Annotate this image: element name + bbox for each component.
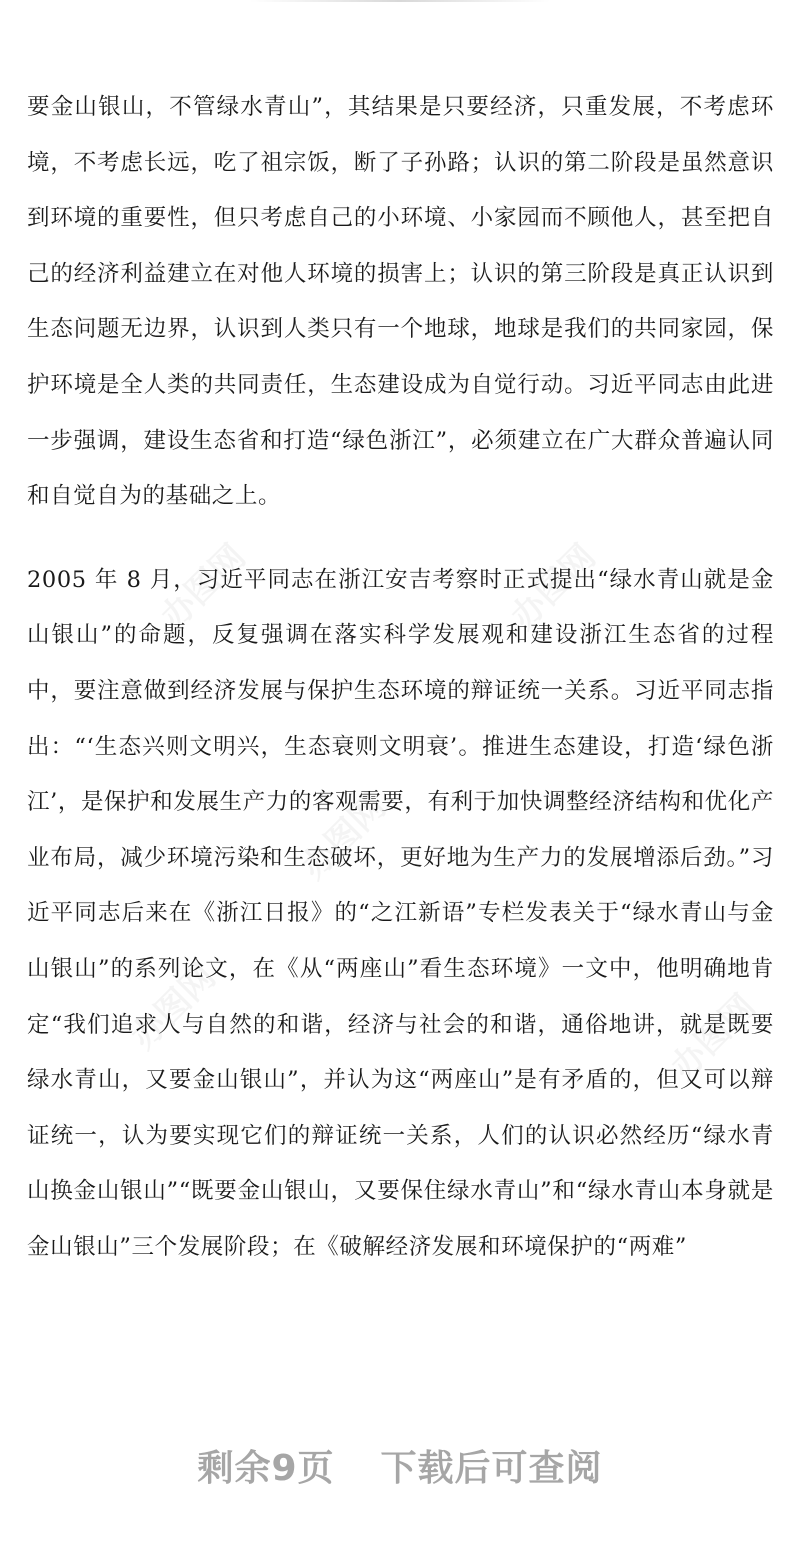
paragraph: 2005 年 8 月，习近平同志在浙江安吉考察时正式提出“绿水青山就是金山银山”的命题，反复强调在落实科学发展观和建设浙江生态省的过程中，要注意做到经济发展与保护生态环境的辩证统一关系。习近平同志指出：“‘生态兴则文明兴，生态衰则文明衰’。推进生态建设，打造‘绿色浙江’，是保护和发展生产力的客观需要，有利于加快调整经济结构和优化产业布局，减少环境污染和生态破坏，更好地为生产力的发展增添后劲。”习近平同志后来在《浙江日报》的“之江新语”专栏发表关于“绿水青山与金山银山”的系列论文，在《从“两座山”看生态环境》一文中，他明确地肯定“我们追求人与自然的和谐，经济与社会的和谐，通俗地讲，就是既要绿水青山，又要金山银山”，并认为这“两座山”是有矛盾的，但又可以辩证统一，认为要实现它们的辩证统一关系，人们的认识必然经历“绿水青山换金山银山”“既要金山银山，又要保住绿水青山”和“绿水青山本身就是金山银山”三个发展阶段；在《破解经济发展和环境保护的“两难” xyxy=(27,566,774,1260)
top-divider xyxy=(250,0,550,2)
remaining-pages-label: 剩余9页 xyxy=(197,1448,335,1489)
download-prompt-banner[interactable] xyxy=(0,1440,800,1491)
download-to-view-label: 下载后可查阅 xyxy=(380,1448,603,1489)
document-body xyxy=(27,80,774,1275)
paragraph: 要金山银山，不管绿水青山”，其结果是只要经济，只重发展，不考虑环境，不考虑长远，吃了祖宗饭，断了子孙路；认识的第二阶段是虽然意识到环境的重要性，但只考虑自己的小环境、小家园而不顾他人，甚至把自己的经济利益建立在对他人环境的损害上；认识的第三阶段是真正认识到生态问题无边界，认识到人类只有一个地球，地球是我们的共同家园，保护环境是全人类的共同责任，生态建设成为自觉行动。习近平同志由此进一步强调，建设生态省和打造“绿色浙江”，必须建立在广大群众普遍认同和自觉自为的基础之上。 xyxy=(27,94,774,510)
